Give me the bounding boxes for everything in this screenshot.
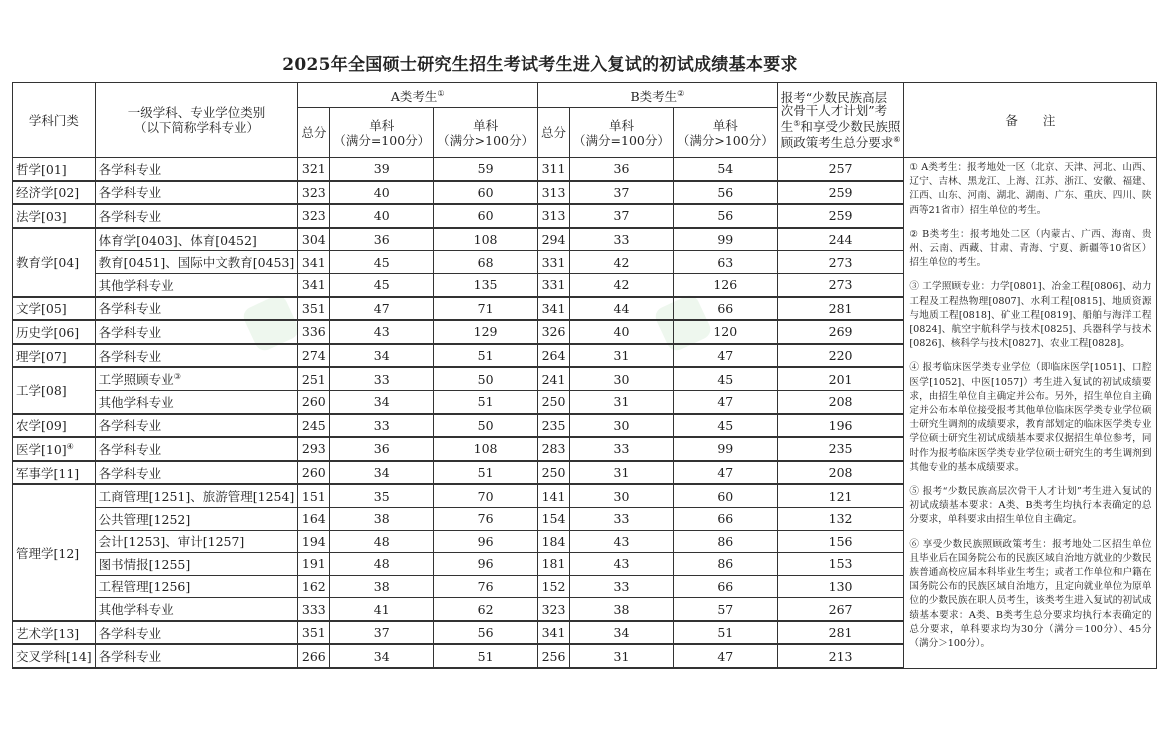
a-single-100-cell: 34 (330, 644, 434, 668)
major-cell: 各学科专业 (95, 414, 298, 438)
header-group-b: B类考生② (538, 83, 778, 108)
special-total-cell: 153 (777, 553, 904, 576)
b-single-gt100-cell: 99 (673, 228, 777, 251)
a-single-100-cell: 40 (330, 204, 434, 228)
a-single-gt100-cell: 76 (434, 575, 538, 598)
a-single-gt100-cell: 108 (434, 437, 538, 461)
major-cell: 各学科专业 (95, 644, 298, 668)
b-single-100-cell: 38 (570, 598, 674, 621)
page-title: 2025年全国硕士研究生招生考试考生进入复试的初试成绩基本要求 (282, 55, 798, 75)
b-single-gt100-cell: 66 (673, 507, 777, 530)
b-single-100-cell: 31 (570, 644, 674, 668)
discipline-cell: 哲学[01] (13, 158, 96, 181)
major-cell: 各学科专业 (95, 158, 298, 181)
b-single-gt100-cell: 47 (673, 390, 777, 413)
a-single-100-cell: 43 (330, 320, 434, 344)
b-single-gt100-cell: 60 (673, 484, 777, 507)
a-single-100-cell: 41 (330, 598, 434, 621)
b-single-100-cell: 37 (570, 204, 674, 228)
special-total-cell: 259 (777, 181, 904, 205)
b-total-cell: 241 (538, 367, 570, 390)
a-total-cell: 293 (298, 437, 330, 461)
b-single-100-cell: 43 (570, 553, 674, 576)
a-total-cell: 323 (298, 204, 330, 228)
b-single-gt100-cell: 120 (673, 320, 777, 344)
major-cell: 公共管理[1252] (95, 507, 298, 530)
a-single-gt100-cell: 51 (434, 644, 538, 668)
b-total-cell: 250 (538, 461, 570, 485)
b-single-100-cell: 33 (570, 575, 674, 598)
a-total-cell: 194 (298, 530, 330, 553)
major-cell: 各学科专业 (95, 181, 298, 205)
footnote: ⑤ 报考“少数民族高层次骨干人才计划”考生进入复试的初试成绩基本要求：A类、B类考生均执行本表确定的总分要求，单科要求由招生单位自主确定。 (909, 486, 1152, 526)
a-single-100-cell: 34 (330, 344, 434, 368)
discipline-cell: 工学[08] (13, 367, 96, 413)
b-single-100-cell: 43 (570, 530, 674, 553)
a-total-cell: 321 (298, 158, 330, 181)
major-cell: 各学科专业 (95, 297, 298, 321)
a-single-100-cell: 39 (330, 158, 434, 181)
b-total-cell: 331 (538, 273, 570, 296)
b-single-gt100-cell: 45 (673, 414, 777, 438)
discipline-cell: 经济学[02] (13, 181, 96, 205)
special-total-cell: 281 (777, 621, 904, 645)
a-total-cell: 323 (298, 181, 330, 205)
a-total-cell: 260 (298, 390, 330, 413)
major-cell: 会计[1253]、审计[1257] (95, 530, 298, 553)
b-single-100-cell: 40 (570, 320, 674, 344)
footnote: ④ 报考临床医学类专业学位（即临床医学[1051]、口腔医学[1052]、中医[1057]）考生进入复试的初试成绩要求，由招生单位自主确定并公布。另外，招生单位自主确定并公布本单位接受报考其他单位临床医学类专业学位硕士研究生调剂的成绩要求，教育部划定的临床医学类专业学位硕士研究生初试成绩基本要求仅据招生单位参考，同时作为报考临床医学类专业学位硕士研究生的考生调剂到其他专业的基本成绩要求。 (909, 362, 1152, 473)
a-single-gt100-cell: 60 (434, 181, 538, 205)
major-cell: 其他学科专业 (95, 598, 298, 621)
discipline-cell: 交叉学科[14] (13, 644, 96, 668)
b-total-cell: 154 (538, 507, 570, 530)
b-single-gt100-cell: 86 (673, 553, 777, 576)
b-total-cell: 152 (538, 575, 570, 598)
a-single-100-cell: 47 (330, 297, 434, 321)
special-total-cell: 244 (777, 228, 904, 251)
a-single-100-cell: 48 (330, 553, 434, 576)
a-total-cell: 274 (298, 344, 330, 368)
b-single-100-cell: 33 (570, 228, 674, 251)
special-total-cell: 201 (777, 367, 904, 390)
b-single-gt100-cell: 126 (673, 273, 777, 296)
special-total-cell: 273 (777, 251, 904, 274)
b-single-100-cell: 34 (570, 621, 674, 645)
special-total-cell: 130 (777, 575, 904, 598)
special-total-cell: 281 (777, 297, 904, 321)
score-table (12, 82, 1157, 669)
header-special-requirement: 报考“少数民族高层 次骨干人才计划”考 生⑤和享受少数民族照 顾政策考生总分要求⑥ (777, 83, 904, 158)
b-single-100-cell: 37 (570, 181, 674, 205)
b-single-100-cell: 31 (570, 390, 674, 413)
a-total-cell: 333 (298, 598, 330, 621)
b-single-100-cell: 44 (570, 297, 674, 321)
a-total-cell: 351 (298, 621, 330, 645)
header-group-a: A类考生① (298, 83, 538, 108)
header-notes: 备 注 (904, 83, 1157, 158)
discipline-cell: 教育学[04] (13, 228, 96, 297)
b-single-gt100-cell: 45 (673, 367, 777, 390)
b-total-cell: 341 (538, 297, 570, 321)
b-single-gt100-cell: 47 (673, 461, 777, 485)
a-single-100-cell: 36 (330, 228, 434, 251)
a-total-cell: 245 (298, 414, 330, 438)
a-total-cell: 151 (298, 484, 330, 507)
major-cell: 各学科专业 (95, 621, 298, 645)
a-single-100-cell: 33 (330, 414, 434, 438)
special-total-cell: 213 (777, 644, 904, 668)
special-total-cell: 220 (777, 344, 904, 368)
a-total-cell: 162 (298, 575, 330, 598)
a-total-cell: 260 (298, 461, 330, 485)
a-single-100-cell: 36 (330, 437, 434, 461)
discipline-cell: 军事学[11] (13, 461, 96, 485)
major-cell: 工程管理[1256] (95, 575, 298, 598)
a-total-cell: 304 (298, 228, 330, 251)
a-single-100-cell: 45 (330, 273, 434, 296)
footnote: ③ 工学照顾专业：力学[0801]、冶金工程[0806]、动力工程及工程热物理[0807]、水利工程[0815]、地质资源与地质工程[0818]、矿业工程[0819]、船舶与海洋工程[0824]、航空宇航科学与技术[0825]、兵器科学与技术[0826]、核科学与技术[0827]、农业工程[0828]。 (909, 281, 1152, 350)
b-total-cell: 331 (538, 251, 570, 274)
special-total-cell: 208 (777, 461, 904, 485)
header-b-single-100: 单科 （满分=100分） (570, 108, 674, 158)
b-total-cell: 184 (538, 530, 570, 553)
b-single-100-cell: 30 (570, 484, 674, 507)
a-single-100-cell: 45 (330, 251, 434, 274)
a-single-gt100-cell: 129 (434, 320, 538, 344)
b-single-gt100-cell: 66 (673, 297, 777, 321)
a-single-100-cell: 38 (330, 507, 434, 530)
b-total-cell: 313 (538, 181, 570, 205)
b-total-cell: 250 (538, 390, 570, 413)
b-single-100-cell: 31 (570, 461, 674, 485)
a-single-gt100-cell: 50 (434, 414, 538, 438)
a-single-gt100-cell: 71 (434, 297, 538, 321)
a-single-gt100-cell: 50 (434, 367, 538, 390)
b-total-cell: 326 (538, 320, 570, 344)
a-single-gt100-cell: 56 (434, 621, 538, 645)
b-single-100-cell: 36 (570, 158, 674, 181)
a-single-gt100-cell: 59 (434, 158, 538, 181)
b-single-gt100-cell: 56 (673, 204, 777, 228)
a-single-100-cell: 48 (330, 530, 434, 553)
header-a-single-gt100: 单科 （满分>100分） (434, 108, 538, 158)
b-single-100-cell: 33 (570, 437, 674, 461)
b-total-cell: 283 (538, 437, 570, 461)
major-cell: 各学科专业 (95, 437, 298, 461)
footnote: ① A类考生：报考地处一区（北京、天津、河北、山西、辽宁、吉林、黑龙江、上海、江苏、浙江、安徽、福建、江西、山东、河南、湖北、湖南、广东、重庆、四川、陕西等21省市）招生单位的考生。 (909, 162, 1152, 216)
a-single-gt100-cell: 51 (434, 390, 538, 413)
b-single-100-cell: 42 (570, 273, 674, 296)
b-single-100-cell: 33 (570, 507, 674, 530)
b-total-cell: 323 (538, 598, 570, 621)
a-single-gt100-cell: 96 (434, 530, 538, 553)
a-single-100-cell: 34 (330, 390, 434, 413)
a-single-100-cell: 37 (330, 621, 434, 645)
a-total-cell: 341 (298, 251, 330, 274)
notes-cell (904, 158, 1157, 669)
special-total-cell: 121 (777, 484, 904, 507)
a-total-cell: 164 (298, 507, 330, 530)
footnote: ⑥ 享受少数民族照顾政策考生：报考地处二区招生单位且毕业后在国务院公布的民族区域自治地方就业的少数民族普通高校应届本科毕业生考生；或者工作单位和户籍在国务院公布的民族区域自治地方，且定向就业单位为原单位的少数民族在职人员考生，该类考生进入复试的初试成绩基本要求：A类、B类考生总分要求均执行本表确定的总分要求，单科要求均为30分（满分＝100分）、45分（满分＞100分）。 (909, 538, 1152, 650)
b-total-cell: 294 (538, 228, 570, 251)
a-total-cell: 266 (298, 644, 330, 668)
major-cell: 工学照顾专业③ (95, 367, 298, 390)
special-total-cell: 269 (777, 320, 904, 344)
b-total-cell: 181 (538, 553, 570, 576)
major-cell: 教育[0451]、国际中文教育[0453] (95, 251, 298, 274)
a-total-cell: 251 (298, 367, 330, 390)
special-total-cell: 156 (777, 530, 904, 553)
discipline-cell: 历史学[06] (13, 320, 96, 344)
a-single-100-cell: 35 (330, 484, 434, 507)
special-total-cell: 257 (777, 158, 904, 181)
special-total-cell: 273 (777, 273, 904, 296)
a-single-gt100-cell: 60 (434, 204, 538, 228)
header-a-single-100: 单科 （满分=100分） (330, 108, 434, 158)
a-single-gt100-cell: 96 (434, 553, 538, 576)
major-cell: 各学科专业 (95, 320, 298, 344)
a-single-gt100-cell: 68 (434, 251, 538, 274)
major-cell: 其他学科专业 (95, 390, 298, 413)
b-single-gt100-cell: 47 (673, 644, 777, 668)
b-single-gt100-cell: 66 (673, 575, 777, 598)
a-single-gt100-cell: 62 (434, 598, 538, 621)
major-cell: 各学科专业 (95, 461, 298, 485)
a-single-gt100-cell: 108 (434, 228, 538, 251)
discipline-cell: 管理学[12] (13, 484, 96, 621)
b-total-cell: 256 (538, 644, 570, 668)
a-single-gt100-cell: 51 (434, 344, 538, 368)
a-single-100-cell: 40 (330, 181, 434, 205)
b-single-gt100-cell: 86 (673, 530, 777, 553)
b-single-gt100-cell: 63 (673, 251, 777, 274)
discipline-cell: 法学[03] (13, 204, 96, 228)
a-single-gt100-cell: 135 (434, 273, 538, 296)
special-total-cell: 208 (777, 390, 904, 413)
discipline-cell: 理学[07] (13, 344, 96, 368)
discipline-cell: 艺术学[13] (13, 621, 96, 645)
special-total-cell: 132 (777, 507, 904, 530)
major-cell: 各学科专业 (95, 344, 298, 368)
footnote: ② B类考生：报考地处二区（内蒙古、广西、海南、贵州、云南、西藏、甘肃、青海、宁夏、新疆等10省区）招生单位的考生。 (909, 228, 1152, 269)
b-total-cell: 311 (538, 158, 570, 181)
major-cell: 体育学[0403]、体育[0452] (95, 228, 298, 251)
header-a-total: 总分 (298, 108, 330, 158)
a-single-100-cell: 34 (330, 461, 434, 485)
b-single-gt100-cell: 47 (673, 344, 777, 368)
b-single-100-cell: 42 (570, 251, 674, 274)
discipline-cell: 文学[05] (13, 297, 96, 321)
a-total-cell: 191 (298, 553, 330, 576)
b-single-gt100-cell: 56 (673, 181, 777, 205)
major-cell: 其他学科专业 (95, 273, 298, 296)
b-single-100-cell: 30 (570, 367, 674, 390)
discipline-cell: 医学[10]④ (13, 437, 96, 461)
a-total-cell: 341 (298, 273, 330, 296)
major-cell: 各学科专业 (95, 204, 298, 228)
header-b-single-gt100: 单科 （满分>100分） (673, 108, 777, 158)
special-total-cell: 196 (777, 414, 904, 438)
b-single-gt100-cell: 51 (673, 621, 777, 645)
header-discipline: 学科门类 (13, 83, 96, 158)
major-cell: 工商管理[1251]、旅游管理[1254] (95, 484, 298, 507)
b-single-gt100-cell: 57 (673, 598, 777, 621)
a-single-gt100-cell: 76 (434, 507, 538, 530)
b-total-cell: 313 (538, 204, 570, 228)
header-major: 一级学科、专业学位类别 （以下简称学科专业） (95, 83, 298, 158)
a-single-gt100-cell: 70 (434, 484, 538, 507)
major-cell: 图书情报[1255] (95, 553, 298, 576)
table-row (13, 158, 1157, 181)
a-total-cell: 336 (298, 320, 330, 344)
special-total-cell: 259 (777, 204, 904, 228)
b-total-cell: 341 (538, 621, 570, 645)
discipline-cell: 农学[09] (13, 414, 96, 438)
b-total-cell: 141 (538, 484, 570, 507)
special-total-cell: 235 (777, 437, 904, 461)
b-single-100-cell: 31 (570, 344, 674, 368)
b-single-gt100-cell: 99 (673, 437, 777, 461)
a-single-gt100-cell: 51 (434, 461, 538, 485)
b-single-gt100-cell: 54 (673, 158, 777, 181)
b-total-cell: 235 (538, 414, 570, 438)
b-total-cell: 264 (538, 344, 570, 368)
a-single-100-cell: 33 (330, 367, 434, 390)
a-single-100-cell: 38 (330, 575, 434, 598)
a-total-cell: 351 (298, 297, 330, 321)
header-b-total: 总分 (538, 108, 570, 158)
b-single-100-cell: 30 (570, 414, 674, 438)
special-total-cell: 267 (777, 598, 904, 621)
